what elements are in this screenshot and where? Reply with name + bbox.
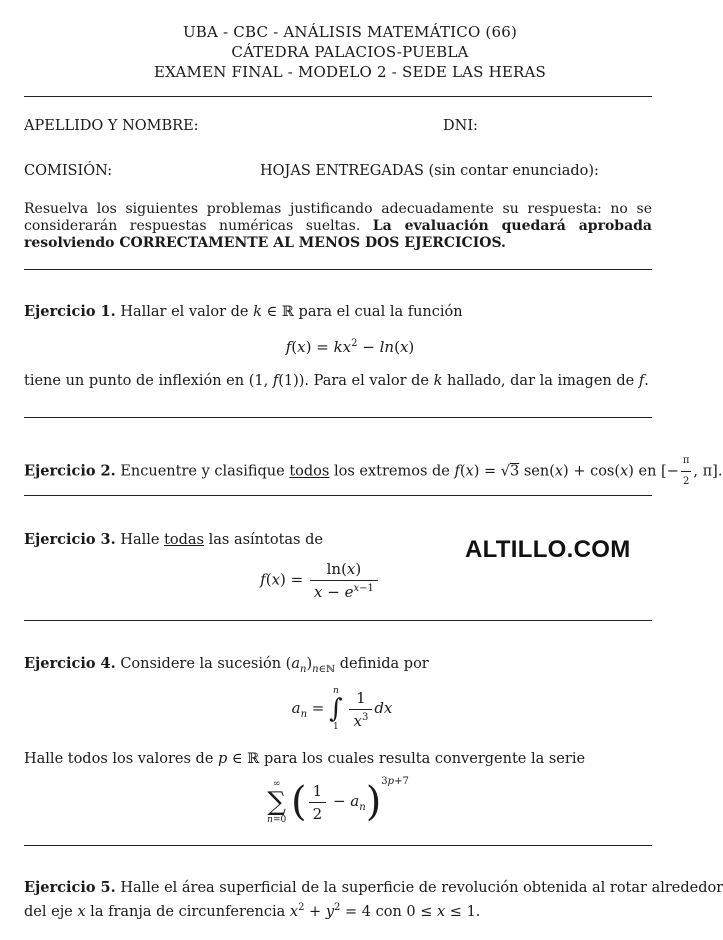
name-label: APELLIDO Y NOMBRE:	[24, 118, 199, 134]
exercise-1-text: tiene un punto de inflexión en	[24, 373, 249, 389]
exercise-5-line-2: del eje x la franja de circunferencia $x^2 + y^2 = 4$ con 0 ≤ x ≤ 1.	[24, 902, 481, 920]
exercise-3-text: Halle	[120, 532, 165, 548]
divider	[24, 417, 652, 418]
exercise-4-title: Ejercicio 4.	[24, 655, 116, 672]
header-line-3: EXAMEN FINAL - MODELO 2 - SEDE LAS HERAS	[153, 63, 547, 81]
watermark-logo: ALTILLO.COM	[465, 536, 631, 563]
exercise-2-statement: Ejercicio 2. Encuentre y clasifique todos los extremos de f(x) = √3 sen(x) + cos(x) en [− $\frac{\pi}{2}$ , π].	[24, 452, 722, 491]
exercise-1-title: Ejercicio 1.	[24, 303, 116, 320]
hojas-label: HOJAS ENTREGADAS (sin contar enunciado):	[260, 163, 599, 179]
dni-label: DNI:	[443, 118, 478, 134]
comision-label: COMISIÓN:	[24, 163, 113, 179]
header-line-1: UBA - CBC - ANÁLISIS MATEMÁTICO (66)	[182, 23, 518, 41]
exercise-2-underlined: todos	[289, 463, 330, 480]
exercise-3-formula: f(x) = $\frac{\ln(x)}{x - e^{x-1}}$	[0, 560, 670, 601]
exercise-5-line-1	[24, 879, 723, 897]
exercise-3-statement	[24, 531, 323, 549]
exercise-2-title: Ejercicio 2.	[24, 462, 116, 480]
exercise-5-text: con	[371, 903, 407, 920]
exercise-1-text: . Para el valor de	[304, 373, 434, 389]
exercise-4-series: ∞ ∑ n=0 ( $\frac{1}{2}$ − $a_n)^{3p+7}$	[267, 776, 409, 825]
exercise-2-text: Encuentre y clasifique	[120, 463, 290, 480]
exercise-4-text: Considere la sucesión	[120, 656, 286, 672]
exercise-3-title: Ejercicio 3.	[24, 531, 116, 548]
exercise-4-integral: $a_n$ = n ∫ 1 $\frac{1}{x^3}$ dx	[291, 686, 393, 732]
exercise-1-text: hallado, dar la imagen de	[442, 373, 639, 389]
exercise-1-statement: Ejercicio 1. Hallar el valor de k ∈ ℝ para el cual la función	[24, 303, 463, 320]
divider	[24, 96, 652, 97]
exercise-2-text: en	[633, 463, 662, 480]
instructions-bold: La evaluación quedará aprobada resolviendo CORRECTAMENTE AL MENOS DOS EJERCICIOS.	[24, 218, 653, 251]
exercise-1-formula: $f(x) = kx^2 - \ln(x)$	[285, 338, 415, 356]
exercise-1-outro: tiene un punto de inflexión en (1, f(1)). Para el valor de k hallado, dar la imagen de f.	[24, 373, 649, 389]
divider	[24, 495, 652, 496]
divider	[24, 620, 652, 621]
instructions-text: Resuelva los siguientes problemas justificando adecuadamente su respuesta: no se considerarán respuestas numéricas sueltas.	[24, 201, 652, 234]
exam-header	[0, 22, 700, 82]
exercise-4-text: definida por	[335, 656, 429, 672]
exercise-1-text: para el cual la función	[293, 304, 463, 320]
exercise-3-text: las asíntotas de	[204, 532, 323, 548]
exercise-5-title: Ejercicio 5.	[24, 879, 116, 896]
exercise-2-text: los extremos de	[329, 463, 455, 480]
exercise-4-statement: Ejercicio 4. Considere la sucesión $(a_n)_{n\in ℕ}$ definida por	[24, 655, 429, 675]
exercise-5-text: Halle el área superficial de la superficie de revolución obtenida al rotar alrededor	[120, 880, 723, 896]
exercise-4-question: Halle todos los valores de p ∈ ℝ para los cuales resulta convergente la serie	[24, 751, 586, 767]
exercise-5-text: del eje	[24, 903, 78, 920]
divider	[24, 269, 652, 270]
header-line-2: CÁTEDRA PALACIOS-PUEBLA	[231, 43, 469, 61]
exercise-1-text: Hallar el valor de	[120, 304, 254, 320]
instructions	[24, 201, 652, 252]
exercise-4-text: para los cuales resulta convergente la serie	[259, 751, 586, 767]
exercise-5-text: la franja de circunferencia	[85, 903, 290, 920]
divider	[24, 845, 652, 846]
exercise-3-underlined: todas	[164, 532, 205, 548]
exercise-4-text: Halle todos los valores de	[24, 751, 219, 767]
